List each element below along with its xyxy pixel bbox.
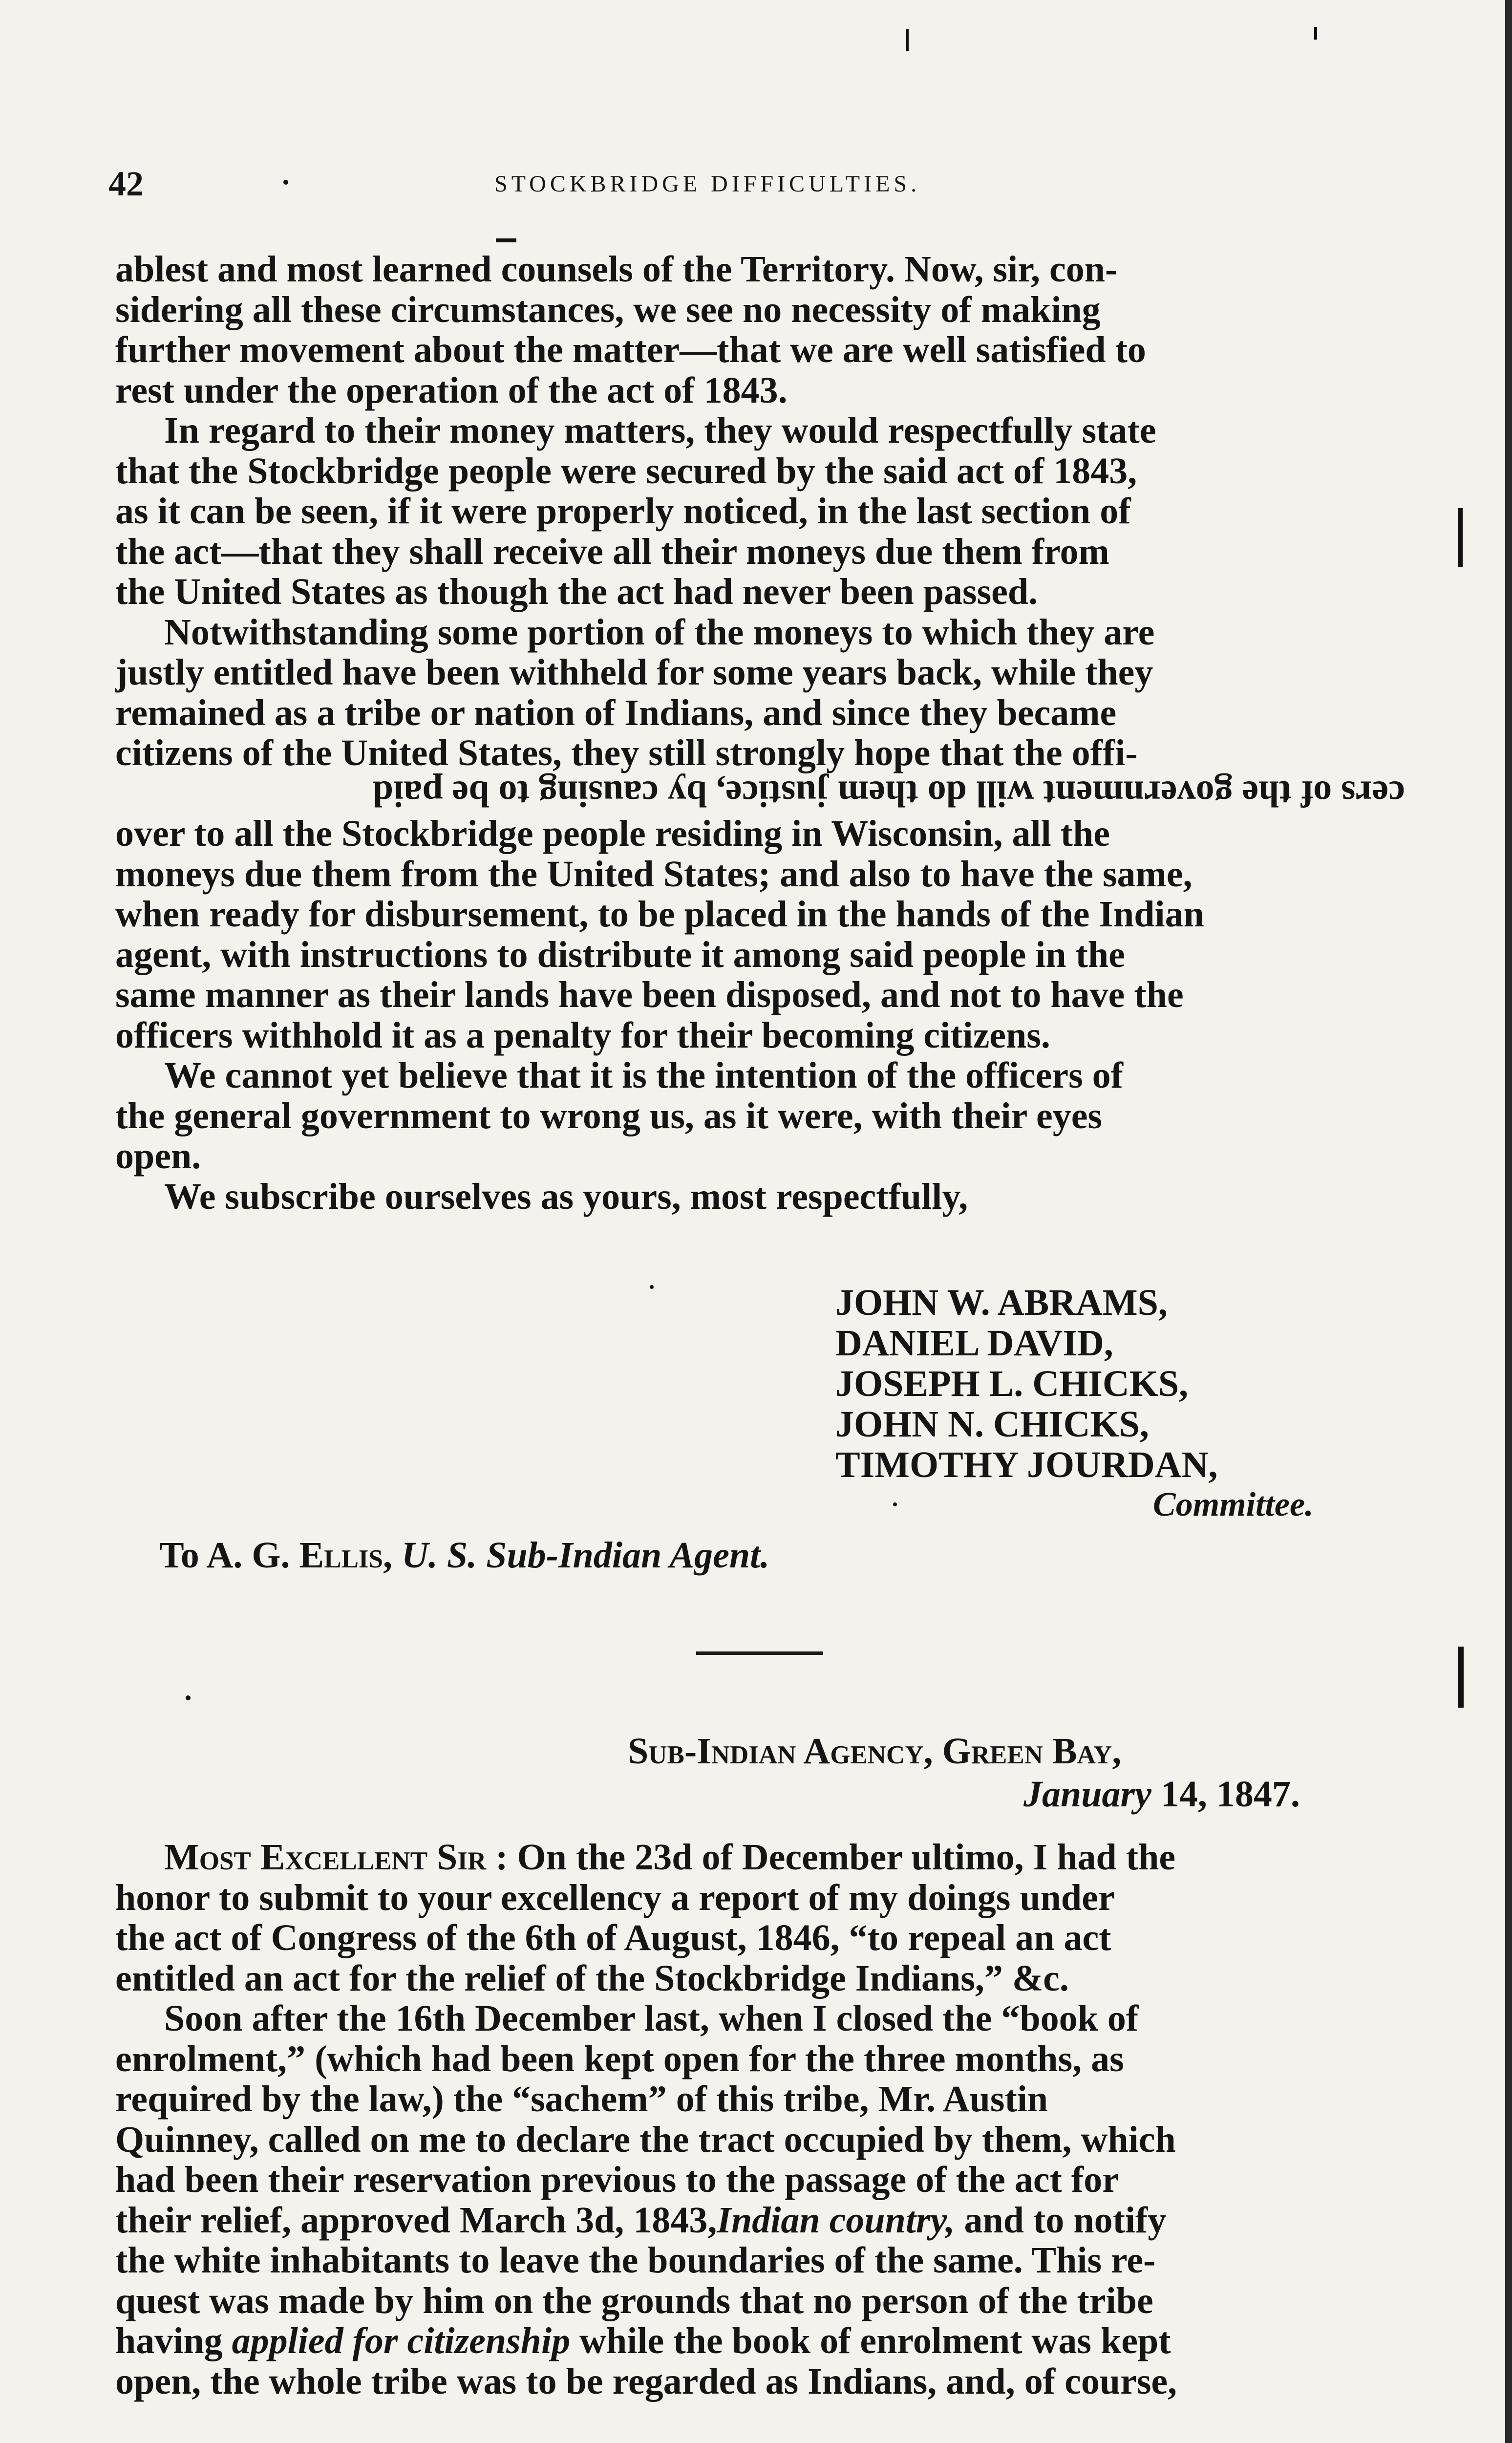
text-fragment: having: [115, 2320, 232, 2361]
text-fragment: and to notify: [955, 2199, 1167, 2241]
inverted-text-line: cers of the government will do them justice, by causing to be paid: [372, 773, 1405, 814]
page-number: 42: [108, 164, 144, 203]
text-line: justly entitled have been withheld for some years back, while they: [115, 652, 1153, 693]
dateline-date: [628, 1773, 1361, 1816]
page-header: [108, 164, 1427, 217]
signatory-name: JOSEPH L. CHICKS,: [835, 1363, 1189, 1404]
letter-closing: [115, 1177, 1405, 1217]
report-body: [115, 1837, 1405, 2401]
addressee-line: [159, 1534, 769, 1577]
text-line: remained as a tribe or nation of Indians, and since they became: [115, 692, 1117, 733]
text-line: same manner as their lands have been disposed, and not to have the: [115, 974, 1184, 1015]
text-line: required by the law,) the “sachem” of this tribe, Mr. Austin: [115, 2079, 1048, 2120]
text-line: agent, with instructions to distribute it among said people in the: [115, 934, 1125, 975]
text-line: citizens of the United States, they still strongly hope that the offi-: [115, 732, 1138, 773]
letter-body: [115, 249, 1405, 1217]
text-line: had been their reservation previous to the passage of the act for: [115, 2159, 1119, 2200]
text-fragment: their relief, approved March 3d, 1843,: [115, 2199, 717, 2241]
text-line: Notwithstanding some portion of the moneys to which they are: [164, 611, 1155, 653]
letter-paragraph-1: [115, 249, 1405, 410]
report-dateline: [628, 1730, 1361, 1816]
section-divider: [696, 1651, 823, 1655]
text-line: ablest and most learned counsels of the Territory. Now, sir, con-: [115, 249, 1118, 290]
signatory-name: JOHN W. ABRAMS,: [835, 1282, 1168, 1323]
dateline-day-year: 14, 1847.: [1160, 1774, 1300, 1815]
signatory-name: DANIEL DAVID,: [835, 1323, 1113, 1364]
margin-mark: [1458, 508, 1463, 567]
text-line: open.: [115, 1136, 201, 1177]
margin-mark: [1458, 1647, 1464, 1708]
text-line: [115, 1837, 1405, 1878]
text-line: the general government to wrong us, as it were, with their eyes: [115, 1095, 1103, 1136]
addressee-name: Ellis,: [299, 1535, 393, 1576]
text-line: the act—that they shall receive all their moneys due them from: [115, 531, 1109, 572]
text-line: [115, 2321, 1405, 2361]
text-line: [115, 2200, 1405, 2241]
text-line: the white inhabitants to leave the boundaries of the same. This re-: [115, 2240, 1156, 2281]
text-line: open, the whole tribe was to be regarded as Indians, and, of course,: [115, 2360, 1177, 2402]
text-line: further movement about the matter—that we are well satisfied to: [115, 329, 1146, 370]
text-line: honor to submit to your excellency a report of my doings under: [115, 1877, 1115, 1918]
letter-paragraph-4: [115, 1055, 1405, 1177]
text-line: the United States as though the act had never been passed.: [115, 571, 1038, 612]
italic-text: applied for citizenship: [232, 2320, 571, 2361]
letter-paragraph-3: [115, 612, 1405, 1056]
addressee-title: U. S. Sub-Indian Agent.: [402, 1535, 770, 1576]
running-head: STOCKBRIDGE DIFFICULTIES.: [494, 171, 921, 197]
signatory-name: TIMOTHY JOURDAN,: [835, 1444, 1218, 1485]
text-line: rest under the operation of the act of 1843.: [115, 369, 788, 411]
dateline-place: Sub-Indian Agency, Green Bay,: [628, 1731, 1122, 1772]
print-speck: [1314, 27, 1317, 40]
text-fragment: while the book of enrolment was kept: [570, 2320, 1171, 2361]
italic-text: Indian country,: [717, 2199, 955, 2241]
text-fragment: On the 23d of December ultimo, I had the: [517, 1837, 1176, 1878]
text-line: when ready for disbursement, to be placed in the hands of the Indian: [115, 894, 1204, 935]
print-speck: [186, 1695, 191, 1700]
print-speck: [496, 238, 516, 242]
text-line: sidering all these circumstances, we see no necessity of making: [115, 289, 1101, 330]
addressee-to: To A. G.: [159, 1535, 290, 1576]
text-line: In regard to their money matters, they would respectfully state: [164, 410, 1156, 451]
print-speck: [893, 1502, 897, 1506]
text-line: Soon after the 16th December last, when I closed the “book of: [164, 1998, 1139, 2039]
text-line: officers withhold it as a penalty for their becoming citizens.: [115, 1014, 1050, 1056]
print-speck: [906, 29, 909, 51]
text-line: We cannot yet believe that it is the intention of the officers of: [164, 1055, 1123, 1096]
print-speck: [283, 180, 288, 185]
text-line: the act of Congress of the 6th of August, 1846, “to repeal an act: [115, 1917, 1111, 1958]
text-line: entitled an act for the relief of the Stockbridge Indians,” &c.: [115, 1957, 1069, 1999]
text-line: enrolment,” (which had been kept open for the three months, as: [115, 2038, 1124, 2079]
letter-paragraph-2: [115, 410, 1405, 612]
text-line: as it can be seen, if it were properly noticed, in the last section of: [115, 491, 1131, 532]
text-line: Quinney, called on me to declare the tract occupied by them, which: [115, 2119, 1176, 2160]
committee-label: Committee.: [1153, 1486, 1314, 1523]
salutation: Most Excellent Sir :: [164, 1837, 508, 1878]
text-line: moneys due them from the United States; and also to have the same,: [115, 853, 1193, 895]
report-paragraph-1: [115, 1837, 1405, 1998]
closing-line: We subscribe ourselves as yours, most respectfully,: [164, 1176, 968, 1217]
dateline-month: January: [1023, 1774, 1151, 1815]
text-line: quest was made by him on the grounds that no person of the tribe: [115, 2280, 1153, 2321]
report-paragraph-2: [115, 1998, 1405, 2401]
text-line: over to all the Stockbridge people residing in Wisconsin, all the: [115, 813, 1110, 854]
signature-block: [835, 1283, 1422, 1485]
signatory-name: JOHN N. CHICKS,: [835, 1404, 1149, 1445]
print-speck: [650, 1285, 654, 1289]
text-line: that the Stockbridge people were secured by the said act of 1843,: [115, 450, 1137, 492]
